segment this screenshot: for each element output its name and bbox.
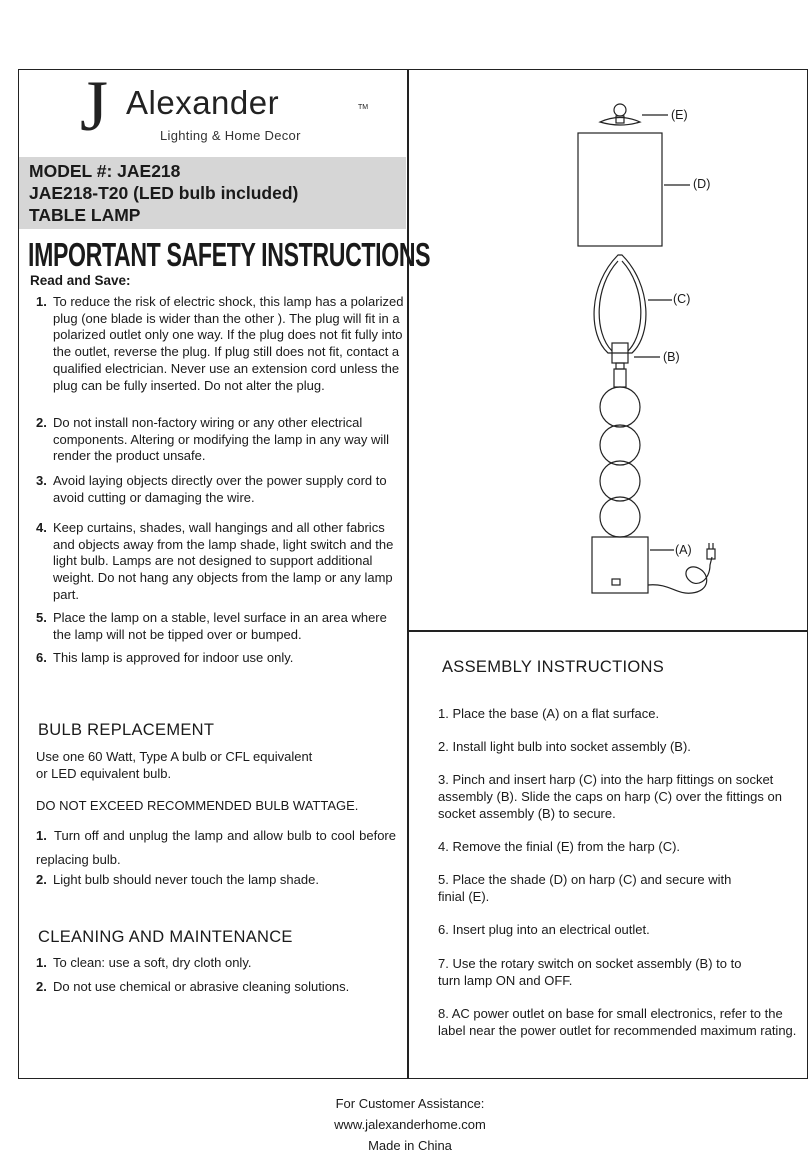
bulb-spec-line1: Use one 60 Watt, Type A bulb or CFL equivalent (36, 749, 313, 764)
safety-item (36, 415, 408, 465)
item-number: 2. (36, 979, 47, 994)
item-number: 4. (36, 520, 47, 535)
item-text: To clean: use a soft, dry cloth only. (53, 955, 252, 970)
label-shade: (D) (693, 177, 711, 191)
item-number: 1. (36, 294, 47, 309)
item-number: 3. (36, 473, 47, 488)
safety-item (36, 294, 408, 394)
item-text: Keep curtains, shades, wall hangings and all other fabrics and objects away from the lamp shade, light switch and the light bulb. Lamps are not designed to support additional weight. Do not hang any objects from the lamp or any lamp part. (53, 520, 394, 602)
bulb-spec-line2: or LED equivalent bulb. (36, 766, 172, 781)
item-number: 5. (36, 610, 47, 625)
item-number: 1. (36, 955, 47, 970)
logo-trademark: TM (358, 104, 369, 111)
label-finial: (E) (671, 108, 688, 122)
read-and-save: Read and Save: (30, 273, 131, 288)
item-number: 2. (36, 872, 47, 887)
item-number: 1. (36, 828, 47, 843)
item-number: 6. (36, 650, 47, 665)
cleaning-section-title: CLEANING AND MAINTENANCE (38, 928, 293, 946)
logo-name: Alexander (126, 84, 280, 121)
assembly-step: 6. Insert plug into an electrical outlet. (438, 922, 650, 937)
logo-letter: J (80, 66, 109, 146)
label-harp: (C) (673, 292, 691, 306)
model-number: MODEL #: JAE218 (29, 161, 181, 181)
item-number: 2. (36, 415, 47, 430)
item-text: Light bulb should never touch the lamp shade. (53, 872, 319, 887)
lamp-harp (594, 255, 646, 353)
website-link[interactable]: www.jalexanderhome.com (334, 1117, 486, 1132)
model-box (19, 157, 406, 229)
product-type: TABLE LAMP (29, 205, 141, 225)
model-variant: JAE218-T20 (LED bulb included) (29, 183, 299, 203)
wattage-warning: DO NOT EXCEED RECOMMENDED BULB WATTAGE. (36, 798, 359, 813)
bulb-section-title: BULB REPLACEMENT (38, 721, 215, 739)
assembly-title: ASSEMBLY INSTRUCTIONS (442, 658, 665, 676)
label-socket: (B) (663, 350, 680, 364)
assembly-step: 3. Pinch and insert harp (C) into the harp fittings on socket assembly (B). Slide the caps on harp (C) over the fittings on socket assembly (B) to secure. (438, 772, 782, 821)
cleaning-item (36, 955, 408, 972)
bulb-item (36, 872, 408, 889)
customer-assistance: For Customer Assistance: (335, 1096, 485, 1111)
cleaning-item (36, 979, 408, 996)
assembly-step: 5. Place the shade (D) on harp (C) and secure with finial (E). (438, 872, 732, 904)
lamp-shade (578, 133, 662, 246)
section-divider (407, 630, 808, 632)
safety-item (36, 650, 408, 667)
safety-item (36, 610, 408, 643)
item-text: To reduce the risk of electric shock, this lamp has a polarized plug (one blade is wider than the other ). The plug will fit in a polarized outlet only one way. If the plug does not fit fully into the outlet, reverse the plug. If plug still does not fit, contact a qualified electrician. Never use an extension cord unless the plug can be fully inserted. Do not alter the plug. (53, 294, 404, 393)
item-text: Do not install non-factory wiring or any other electrical components. Altering or modifying the lamp in any way will render the product unsafe. (53, 415, 389, 464)
safety-item (36, 520, 408, 604)
assembly-step: 4. Remove the finial (E) from the harp (C). (438, 839, 681, 854)
item-text: Do not use chemical or abrasive cleaning solutions. (53, 979, 350, 994)
brand-logo (78, 66, 378, 150)
assembly-step: 7. Use the rotary switch on socket assembly (B) to to turn lamp ON and OFF. (438, 956, 742, 988)
finial-icon (600, 104, 640, 125)
safety-title: IMPORTANT SAFETY INSTRUCTIONS (28, 236, 431, 273)
item-text: Avoid laying objects directly over the power supply cord to avoid cutting or damaging the wire. (53, 473, 387, 505)
bulb-item (36, 824, 396, 872)
assembly-step: 2. Install light bulb into socket assembly (B). (438, 739, 691, 754)
item-text: Turn off and unplug the lamp and allow bulb to cool before replacing bulb. (36, 828, 396, 867)
footer (250, 1093, 570, 1156)
origin: Made in China (368, 1138, 452, 1153)
safety-item (36, 473, 408, 506)
assembly-step: 1. Place the base (A) on a flat surface. (438, 706, 660, 721)
assembly-step: 8. AC power outlet on base for small electronics, refer to the label near the power outlet for recommended maximum rating. (438, 1006, 797, 1038)
item-text: Place the lamp on a stable, level surface in an area where the lamp will not be tipped over or bumped. (53, 610, 387, 642)
power-cord (648, 557, 712, 593)
lamp-diagram (560, 95, 760, 615)
label-base: (A) (675, 543, 692, 557)
logo-tagline: Lighting & Home Decor (160, 128, 301, 143)
item-text: This lamp is approved for indoor use only. (53, 650, 294, 665)
